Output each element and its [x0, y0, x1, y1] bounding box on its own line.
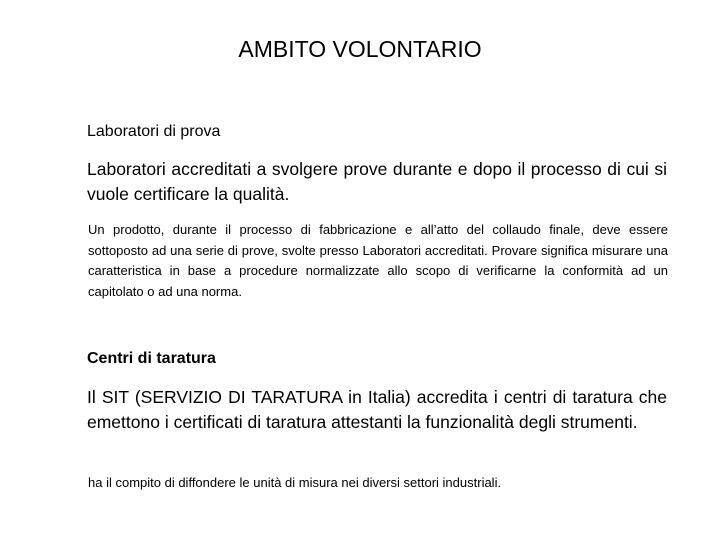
laboratori-description: Laboratori accreditati a svolgere prove durante e dopo il processo di cui si vuole certificare la qualità.	[87, 159, 667, 204]
centri-heading: Centri di taratura	[87, 350, 216, 367]
laboratori-detail: Un prodotto, durante il processo di fabbricazione e all’atto del collaudo finale, deve essere sottoposto ad una serie di prove, svolte presso Laboratori accreditati. Provare significa misurare una caratteristica in base a procedure normalizzate allo scopo di verificarne la conformità ad un capitolato o ad una norma.	[88, 222, 668, 299]
centri-description: Il SIT (SERVIZIO DI TARATURA in Italia) accredita i centri di taratura che emettono i certificati di taratura attestanti la funzionalità degli strumenti.	[87, 387, 667, 432]
slide-title: AMBITO VOLONTARIO	[238, 36, 482, 62]
centri-detail: ha il compito di diffondere le unità di misura nei diversi settori industriali.	[88, 475, 502, 490]
laboratori-heading: Laboratori di prova	[87, 123, 221, 140]
